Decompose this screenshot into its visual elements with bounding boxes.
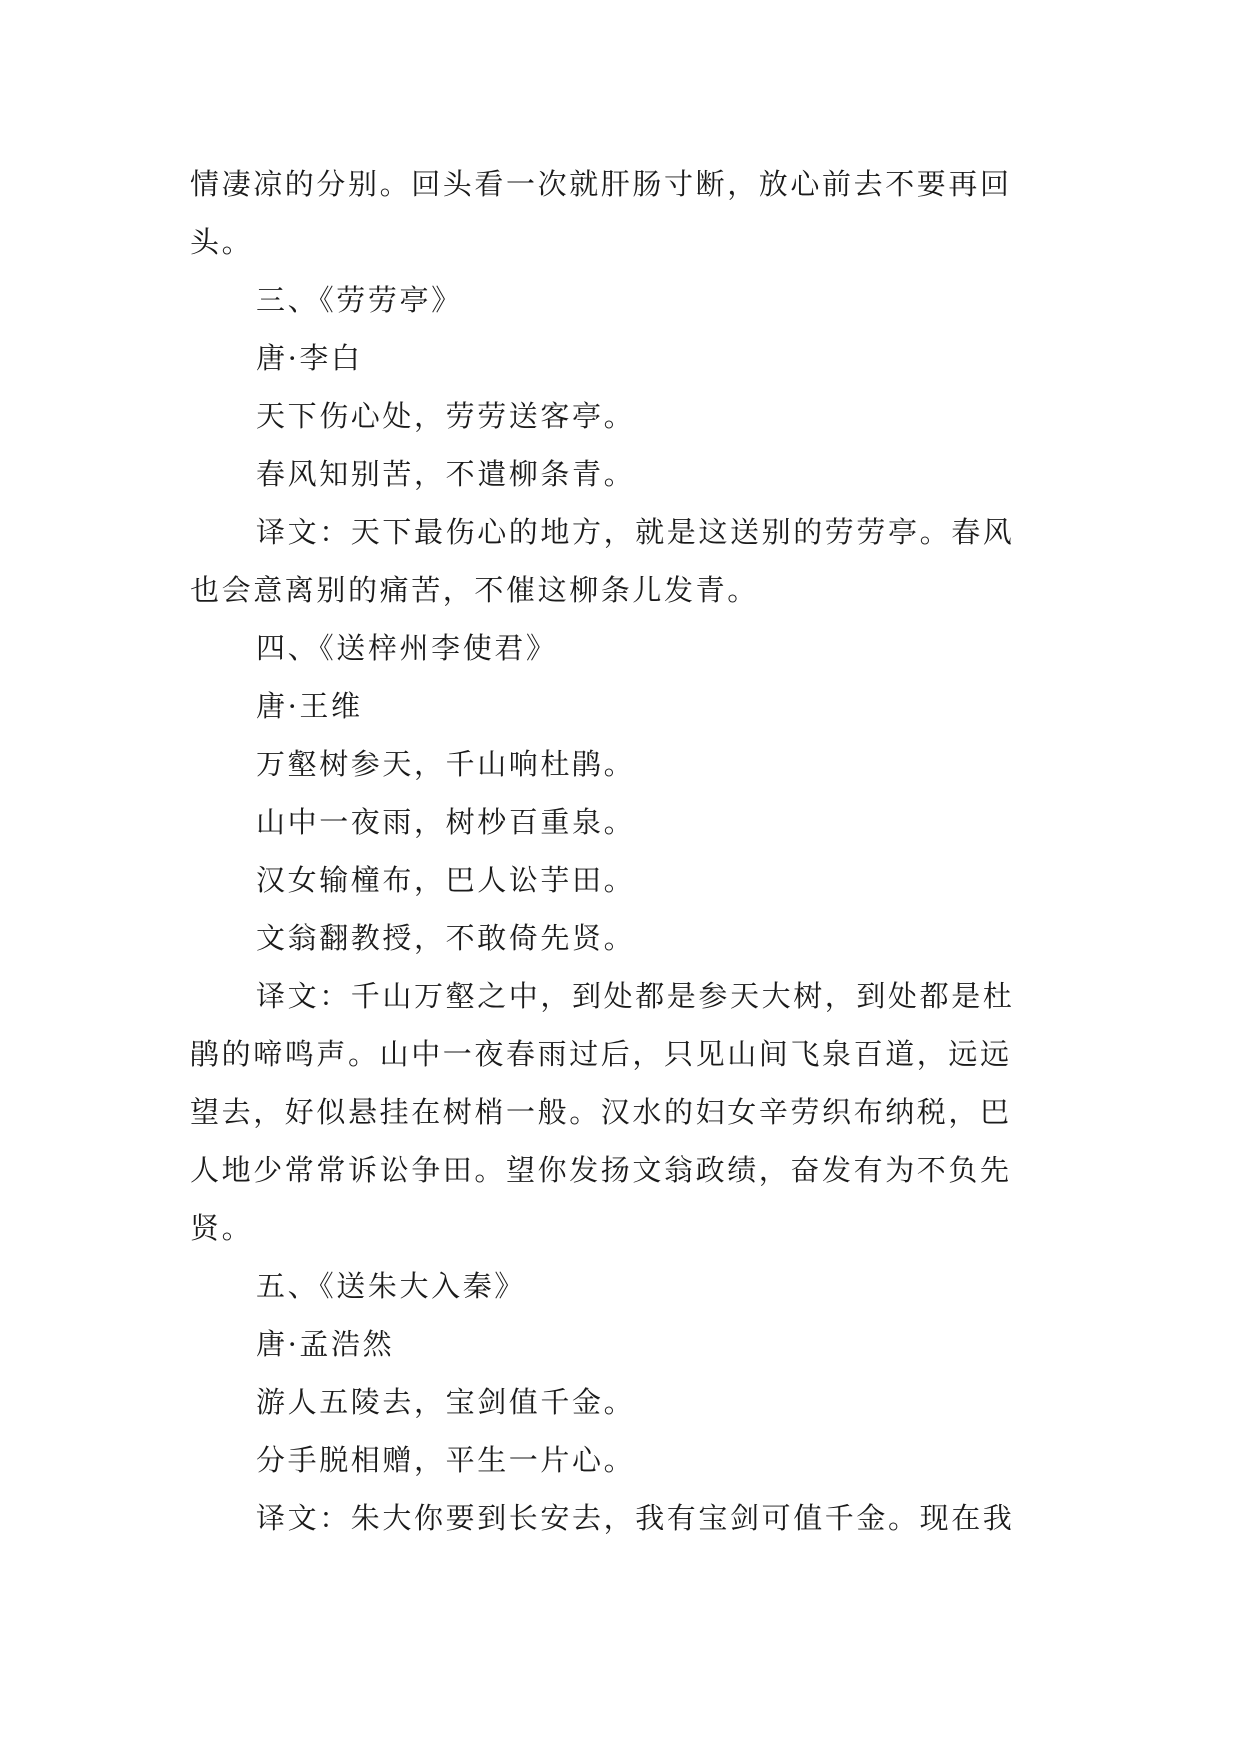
text-line: 情凄凉的分别。回头看一次就肝肠寸断，放心前去不要再回 (190, 167, 1012, 201)
text-line: 译文：朱大你要到长安去，我有宝剑可值千金。现在我 (256, 1501, 1015, 1535)
text-line: 头。 (190, 225, 254, 259)
text-line: 天下伤心处，劳劳送客亭。 (256, 399, 636, 433)
text-line: 四、《送梓州李使君》 (256, 631, 558, 665)
text-line: 山中一夜雨，树杪百重泉。 (256, 805, 636, 839)
text-line: 唐·王维 (256, 689, 363, 723)
text-line: 唐·李白 (256, 341, 363, 375)
text-line: 万壑树参天，千山响杜鹃。 (256, 747, 636, 781)
text-line: 译文：千山万壑之中，到处都是参天大树，到处都是杜 (256, 979, 1015, 1013)
text-line: 汉女输橦布，巴人讼芋田。 (256, 863, 636, 897)
text-line: 译文：天下最伤心的地方，就是这送别的劳劳亭。春风 (256, 515, 1015, 549)
text-line: 分手脱相赠，平生一片心。 (256, 1443, 636, 1477)
document-body (190, 155, 1056, 1547)
text-line: 贤。 (190, 1211, 254, 1245)
text-line: 五、《送朱大入秦》 (256, 1269, 526, 1303)
text-line: 也会意离别的痛苦，不催这柳条儿发青。 (190, 573, 759, 607)
text-line: 鹃的啼鸣声。山中一夜春雨过后，只见山间飞泉百道，远远 (190, 1037, 1012, 1071)
text-line: 人地少常常诉讼争田。望你发扬文翁政绩，奋发有为不负先 (190, 1153, 1012, 1187)
text-line: 游人五陵去，宝剑值千金。 (256, 1385, 636, 1419)
text-line: 文翁翻教授，不敢倚先贤。 (256, 921, 636, 955)
text-line: 唐·孟浩然 (256, 1327, 395, 1361)
text-line: 春风知别苦，不遣柳条青。 (256, 457, 636, 491)
text-line: 望去，好似悬挂在树梢一般。汉水的妇女辛劳织布纳税，巴 (190, 1095, 1012, 1129)
text-line: 三、《劳劳亭》 (256, 283, 463, 317)
